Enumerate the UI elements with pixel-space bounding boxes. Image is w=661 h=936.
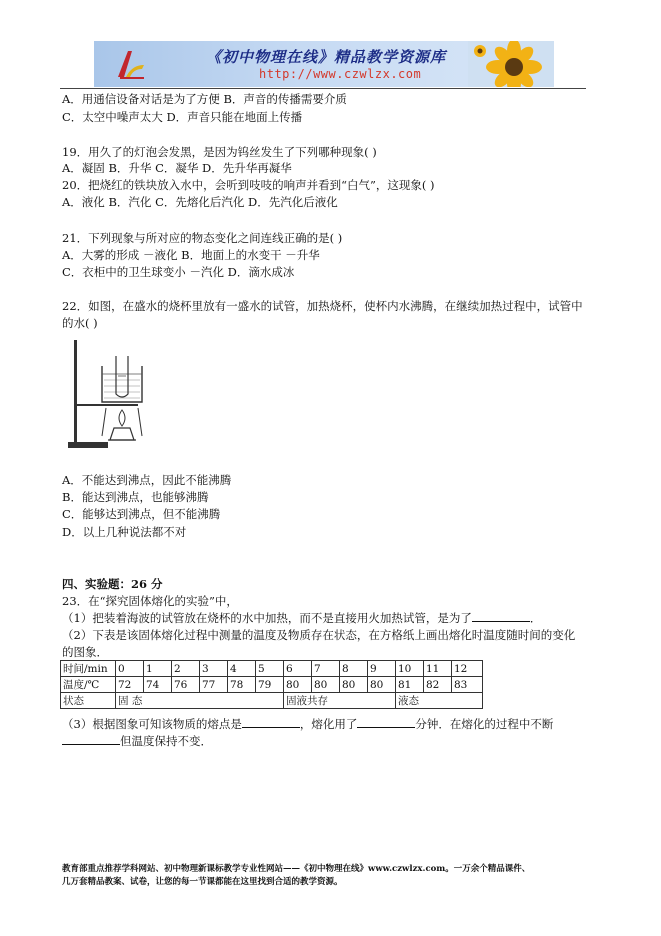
table-cell: 80	[340, 677, 368, 693]
q22-option-c: C．能够达到沸点，但不能沸腾	[62, 507, 221, 521]
table-cell: 8	[340, 661, 368, 677]
q23-blank-1[interactable]	[472, 611, 530, 622]
table-cell: 7	[312, 661, 340, 677]
page-footer	[62, 863, 530, 889]
q23-part3-text-a: （3）根据图象可知该物质的熔点是	[62, 717, 242, 731]
table-cell-mixed: 固液共存	[284, 693, 396, 709]
banner-title: 《初中物理在线》精品教学资源库	[206, 48, 447, 66]
boiling-apparatus-diagram	[62, 336, 172, 456]
table-cell: 81	[396, 677, 424, 693]
table-header-temp: 温度/℃	[61, 677, 116, 693]
table-row-time	[61, 661, 483, 677]
table-cell-liquid: 液态	[396, 693, 483, 709]
table-cell: 12	[452, 661, 483, 677]
q23-part2-line2: 的图象．	[62, 645, 108, 659]
table-cell: 77	[200, 677, 228, 693]
table-cell: 3	[200, 661, 228, 677]
q23-part1-text: （1）把装着海波的试管放在烧杯的水中加热，而不是直接用火加热试管，是为了	[62, 611, 472, 625]
q19-stem: 19．用久了的灯泡会发黑，是因为钨丝发生了下列哪种现象( )	[62, 145, 377, 159]
q23-stem: 23．在“探究固体熔化的实验”中，	[62, 594, 238, 608]
table-cell: 80	[312, 677, 340, 693]
q20-stem: 20．把烧红的铁块放入水中，会听到吱吱的响声并看到“白气”，这现象( )	[62, 178, 435, 192]
q23-part3-line1	[62, 717, 553, 731]
header-banner	[94, 41, 554, 87]
q23-part3-text-b: ，熔化用了	[299, 717, 358, 731]
table-cell: 79	[256, 677, 284, 693]
q21-options-line2: C．衣柜中的卫生球变小 －汽化 D．滴水成冰	[62, 265, 295, 279]
table-cell: 83	[452, 677, 483, 693]
table-cell: 72	[116, 677, 144, 693]
banner-url: http://www.czwlzx.com	[259, 67, 422, 81]
q22-option-d: D．以上几种说法都不对	[62, 525, 187, 539]
table-cell: 11	[424, 661, 452, 677]
q23-part1-end: ．	[529, 611, 542, 625]
table-cell: 76	[172, 677, 200, 693]
q20-options: A．液化 B．汽化 C．先熔化后汽化 D．先汽化后液化	[62, 195, 338, 209]
header-rule	[60, 88, 586, 89]
q19-options: A．凝固 B．升华 C．凝华 D．先升华再凝华	[62, 161, 292, 175]
q23-part3-line2	[62, 734, 212, 748]
q22-stem-line1: 22．如图，在盛水的烧杯里放有一盛水的试管，加热烧杯，使杯内水沸腾，在继续加热过程中，试管中	[62, 299, 583, 313]
table-header-time: 时间/min	[61, 661, 116, 677]
table-cell: 80	[284, 677, 312, 693]
section-heading: 四、实验题：26 分	[62, 577, 163, 591]
table-cell-solid: 固 态	[116, 693, 284, 709]
table-cell: 80	[368, 677, 396, 693]
footer-line1: 教育部重点推荐学科网站、初中物理新课标教学专业性网站——《初中物理在线》www.czwlzx.com。一万余个精品课件、	[62, 864, 531, 874]
table-header-state: 状态	[61, 693, 116, 709]
q23-blank-3[interactable]	[357, 717, 415, 728]
table-cell: 82	[424, 677, 452, 693]
q22-stem-line2: 的水( )	[62, 316, 98, 330]
q21-options-line1: A．大雾的形成 －液化 B．地面上的水变干 －升华	[62, 248, 320, 262]
q18-options-line2: C．太空中噪声太大 D．声音只能在地面上传播	[62, 110, 303, 124]
table-cell: 78	[228, 677, 256, 693]
q18-options-line1: A．用通信设备对话是为了方便 B．声音的传播需要介质	[62, 92, 347, 106]
q23-blank-4[interactable]	[62, 734, 120, 745]
table-cell: 2	[172, 661, 200, 677]
table-cell: 6	[284, 661, 312, 677]
melting-data-table	[60, 660, 483, 709]
table-cell: 5	[256, 661, 284, 677]
table-cell: 9	[368, 661, 396, 677]
footer-line2: 几万套精品教案、试卷，让您的每一节课都能在这里找到合适的教学资源。	[62, 877, 343, 887]
q22-option-a: A．不能达到沸点，因此不能沸腾	[62, 473, 232, 487]
q22-option-b: B．能达到沸点，也能够沸腾	[62, 490, 209, 504]
q23-part1	[62, 611, 541, 625]
q23-blank-2[interactable]	[242, 717, 300, 728]
q23-part3-text-c: 分钟．在熔化的过程中不断	[415, 717, 554, 731]
q23-part3-text-d: 但温度保持不变．	[120, 734, 212, 748]
table-cell: 0	[116, 661, 144, 677]
q23-part2-line1: （2）下表是该固体熔化过程中测量的温度及物质存在状态，在方格纸上画出熔化时温度随时间的变化	[62, 628, 576, 642]
sunflower-icon	[468, 41, 554, 87]
q21-stem: 21．下列现象与所对应的物态变化之间连线正确的是( )	[62, 231, 343, 245]
table-row-temp	[61, 677, 483, 693]
table-cell: 10	[396, 661, 424, 677]
table-cell: 74	[144, 677, 172, 693]
site-logo-icon	[114, 47, 148, 81]
table-cell: 4	[228, 661, 256, 677]
table-cell: 1	[144, 661, 172, 677]
table-row-state	[61, 693, 483, 709]
